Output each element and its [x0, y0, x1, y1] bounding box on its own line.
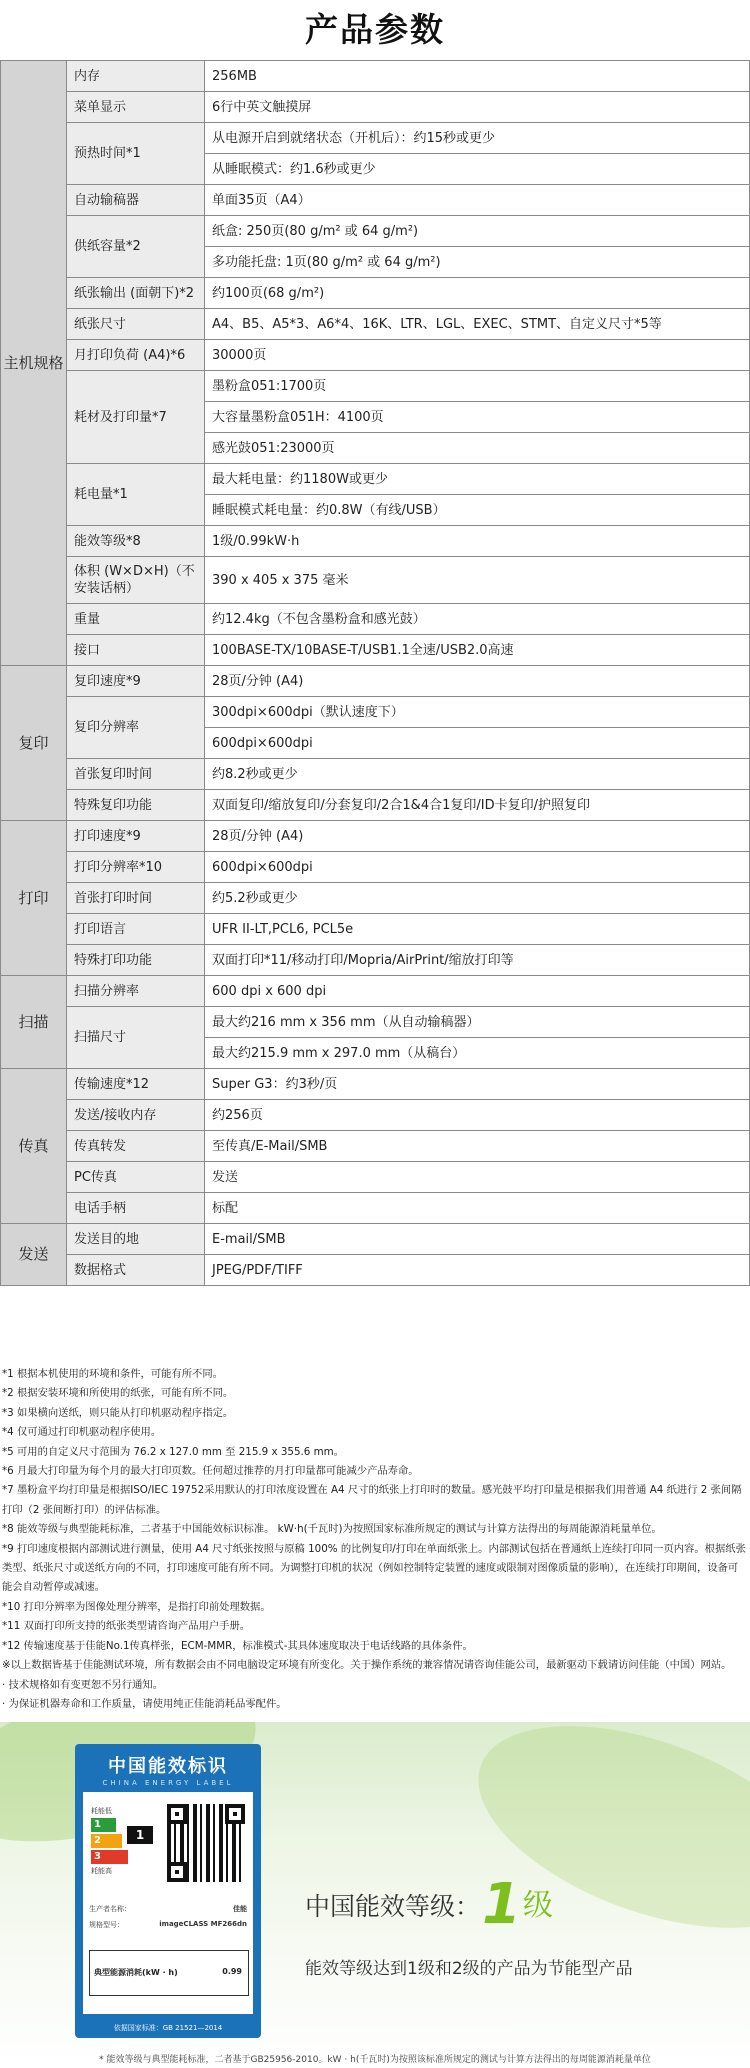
table-row — [1, 526, 750, 557]
spec-value: 最大耗电量：约1180W或更少 — [205, 464, 750, 495]
spec-label: 首张复印时间 — [67, 759, 205, 790]
spec-value: 双面复印/缩放复印/分套复印/2合1&4合1复印/ID卡复印/护照复印 — [205, 790, 750, 821]
grade-bar-1: 1 — [91, 1818, 116, 1832]
spec-value: 6行中英文触摸屏 — [205, 92, 750, 123]
footnote-line: *8 能效等级与典型能耗标准，二者基于中国能效标识标准。 kW·h(千瓦时)为按照国家标准所规定的测试与计算方法得出的每周能源消耗量单位。 — [2, 1523, 662, 1536]
spec-value: UFR II-LT,PCL6, PCL5e — [205, 914, 750, 945]
energy-consumption-label: 典型能源消耗(kW · h) — [94, 1968, 178, 1977]
spec-label: 打印速度*9 — [67, 821, 205, 852]
spec-label: 发送/接收内存 — [67, 1100, 205, 1131]
spec-label: 耗电量*1 — [67, 464, 205, 526]
spec-label: 接口 — [67, 635, 205, 666]
spec-value: 多功能托盘: 1页(80 g/m² 或 64 g/m²) — [205, 247, 750, 278]
spec-label: 菜单显示 — [67, 92, 205, 123]
section-label: 发送 — [1, 1224, 67, 1286]
spec-label: 自动输稿器 — [67, 185, 205, 216]
footnote-line: *7 墨粉盒平均打印量是根据ISO/IEC 19752采用默认的打印浓度设置在 A4 尺寸的纸张上打印时的数量。感光鼓平均打印量是根据我们用普通 A4 纸进行 2 张间隔打印（2 张间断打印）的评估标准。 — [2, 1484, 742, 1516]
spec-value: 最大约216 mm x 356 mm（从自动输稿器） — [205, 1007, 750, 1038]
footnote-line: *6 月最大打印量为每个月的最大打印页数。任何超过推荐的月打印量都可能减少产品寿命。 — [2, 1465, 419, 1478]
table-row — [1, 216, 750, 247]
table-row — [1, 185, 750, 216]
grade-arrow: 1 — [127, 1826, 153, 1844]
spec-label: PC传真 — [67, 1162, 205, 1193]
footnote-line: *4 仅可通过打印机驱动程序使用。 — [2, 1426, 162, 1439]
table-row — [1, 61, 750, 92]
spec-table — [0, 60, 750, 1286]
table-row — [1, 635, 750, 666]
spec-label: 首张打印时间 — [67, 883, 205, 914]
energy-consumption-value: 0.99 — [222, 1967, 242, 1976]
table-row — [1, 340, 750, 371]
spec-value: 从睡眠模式：约1.6秒或更少 — [205, 154, 750, 185]
spec-label: 数据格式 — [67, 1255, 205, 1286]
spec-value: 最大约215.9 mm x 297.0 mm（从稿台） — [205, 1038, 750, 1069]
section-label: 扫描 — [1, 976, 67, 1069]
spec-value: Super G3：约3秒/页 — [205, 1069, 750, 1100]
spec-value: 至传真/E-Mail/SMB — [205, 1131, 750, 1162]
spec-value: 390 x 405 x 375 毫米 — [205, 557, 750, 604]
energy-consumption-box — [89, 1950, 249, 1996]
table-row — [1, 464, 750, 495]
spec-value: 标配 — [205, 1193, 750, 1224]
footnote-line: ※以上数据皆基于佳能测试环境，所有数据会由不同电脑设定环境有所变化。关于操作系统的兼容情况请咨询佳能公司，最新驱动下载请访问佳能（中国）网站。 — [2, 1659, 732, 1672]
table-row — [1, 697, 750, 728]
table-row — [1, 1069, 750, 1100]
spec-value: 睡眠模式耗电量：约0.8W（有线/USB） — [205, 495, 750, 526]
spec-value: 从电源开启到就绪状态（开机后）：约15秒或更少 — [205, 123, 750, 154]
footnote-line: *10 打印分辨率为图像处理分辨率，是指打印前处理数据。 — [2, 1600, 271, 1613]
spec-label: 内存 — [67, 61, 205, 92]
spec-value: 墨粉盒051:1700页 — [205, 371, 750, 402]
table-row — [1, 557, 750, 604]
table-row — [1, 309, 750, 340]
spec-value: E-mail/SMB — [205, 1224, 750, 1255]
spec-value: JPEG/PDF/TIFF — [205, 1255, 750, 1286]
table-row — [1, 1007, 750, 1038]
table-row — [1, 1162, 750, 1193]
table-row — [1, 759, 750, 790]
spec-label: 预热时间*1 — [67, 123, 205, 185]
spec-value: 约8.2秒或更少 — [205, 759, 750, 790]
spec-value: 28页/分钟 (A4) — [205, 666, 750, 697]
spec-label: 能效等级*8 — [67, 526, 205, 557]
spec-value: 30000页 — [205, 340, 750, 371]
footnote-line: *11 双面打印所支持的纸张类型请咨询产品用户手册。 — [2, 1620, 251, 1633]
spec-value: 600 dpi x 600 dpi — [205, 976, 750, 1007]
grade-subline: 能效等级达到1级和2级的产品为节能型产品 — [305, 1959, 633, 1979]
energy-label-title: 中国能效标识 — [108, 1756, 228, 1777]
spec-label: 供纸容量*2 — [67, 216, 205, 278]
producer-line: 生产者名称： 佳能 — [89, 1905, 247, 1913]
banner-footnote: * 能效等级与典型能耗标准，二者基于GB25956-2010。kW · h(千瓦时)为按照该标准所规定的测试与计算方法得出的每周能源消耗量单位 — [99, 2055, 651, 2065]
spec-value: 1级/0.99kW·h — [205, 526, 750, 557]
table-row — [1, 1193, 750, 1224]
spec-label: 纸张输出 (面朝下)*2 — [67, 278, 205, 309]
table-row — [1, 123, 750, 154]
model-line: 规格型号： imageCLASS MF266dn — [89, 1920, 247, 1929]
table-row — [1, 1224, 750, 1255]
table-row — [1, 1100, 750, 1131]
spec-label: 复印速度*9 — [67, 666, 205, 697]
spec-value: 约100页(68 g/m²) — [205, 278, 750, 309]
spec-value: 300dpi×600dpi（默认速度下） — [205, 697, 750, 728]
spec-label: 重量 — [67, 604, 205, 635]
spec-value: 约12.4kg（不包含墨粉盒和感光鼓） — [205, 604, 750, 635]
table-row — [1, 666, 750, 697]
table-row — [1, 278, 750, 309]
spec-value: 约256页 — [205, 1100, 750, 1131]
footnote-line: *3 如果横向送纸，则只能从打印机驱动程序指定。 — [2, 1406, 234, 1419]
spec-value: 100BASE-TX/10BASE-T/USB1.1全速/USB2.0高速 — [205, 635, 750, 666]
table-row — [1, 1131, 750, 1162]
table-row — [1, 883, 750, 914]
footnote-line: *5 可用的自定义尺寸范围为 76.2 x 127.0 mm 至 215.9 x 355.6 mm。 — [2, 1445, 344, 1458]
spec-label: 月打印负荷 (A4)*6 — [67, 340, 205, 371]
spec-value: A4、B5、A5*3、A6*4、16K、LTR、LGL、EXEC、STMT、自定义尺寸*5等 — [205, 309, 750, 340]
energy-banner — [0, 1722, 750, 2068]
qr-code-icon — [167, 1804, 245, 1882]
footnote-line: *2 根据安装环境和所使用的纸张，可能有所不同。 — [2, 1387, 234, 1400]
table-row — [1, 914, 750, 945]
grade-bar-3: 3 — [91, 1850, 128, 1864]
spec-label: 体积 (W×D×H)（不安装话柄） — [67, 557, 205, 604]
page-title: 产品参数 — [305, 10, 445, 49]
spec-value: 256MB — [205, 61, 750, 92]
energy-label-subtitle: CHINA ENERGY LABEL — [102, 1779, 234, 1787]
table-row — [1, 821, 750, 852]
spec-label: 特殊复印功能 — [67, 790, 205, 821]
spec-label: 电话手柄 — [67, 1193, 205, 1224]
section-label: 主机规格 — [1, 61, 67, 666]
footnotes — [2, 1365, 747, 1714]
footnote-line: · 为保证机器寿命和工作质量，请使用纯正佳能消耗品零配件。 — [2, 1697, 287, 1710]
footnote-line: *12 传输速度基于佳能No.1传真样张，ECM-MMR，标准模式-其具体速度取决于电话线路的具体条件。 — [2, 1639, 473, 1652]
table-row — [1, 604, 750, 635]
scale-low-label: 耗能低 — [91, 1807, 112, 1815]
table-row — [1, 790, 750, 821]
label-standard: 依据国家标准：GB 21521—2014 — [113, 2024, 223, 2032]
spec-label: 复印分辨率 — [67, 697, 205, 759]
spec-value: 600dpi×600dpi — [205, 852, 750, 883]
spec-label: 扫描尺寸 — [67, 1007, 205, 1069]
spec-value: 单面35页（A4） — [205, 185, 750, 216]
table-row — [1, 976, 750, 1007]
table-row — [1, 1255, 750, 1286]
spec-label: 扫描分辨率 — [67, 976, 205, 1007]
spec-label: 打印分辨率*10 — [67, 852, 205, 883]
section-label: 打印 — [1, 821, 67, 976]
table-row — [1, 945, 750, 976]
table-row — [1, 92, 750, 123]
spec-value: 感光鼓051:23000页 — [205, 433, 750, 464]
table-row — [1, 371, 750, 402]
spec-value: 28页/分钟 (A4) — [205, 821, 750, 852]
spec-label: 发送目的地 — [67, 1224, 205, 1255]
footnote-line: *1 根据本机使用的环境和条件，可能有所不同。 — [2, 1368, 223, 1380]
scale-high-label: 耗能高 — [91, 1867, 112, 1875]
section-label: 传真 — [1, 1069, 67, 1224]
spec-value: 约5.2秒或更少 — [205, 883, 750, 914]
spec-value: 大容量墨粉盒051H：4100页 — [205, 402, 750, 433]
spec-value: 纸盒: 250页(80 g/m² 或 64 g/m²) — [205, 216, 750, 247]
footnote-line: *9 打印速度根据内部测试进行测量，使用 A4 尺寸纸张按照与原稿 100% 的比例复印/打印在单面纸张上。内部测试包括在普通纸上连续打印同一页内容。根据纸张类型、纸张尺寸或送纸方向的不同，打印速度可能有所不同。为调整打印机的状况（例如控制特定装置的速度或限制对图像质量的影响），在连续打印期间，设备可能会自动暂停或减速。 — [2, 1542, 746, 1594]
spec-label: 打印语言 — [67, 914, 205, 945]
grade-bar-2: 2 — [91, 1834, 122, 1848]
energy-label-card — [75, 1744, 261, 2038]
footnote-line: · 技术规格如有变更恕不另行通知。 — [2, 1678, 163, 1691]
spec-label: 传真转发 — [67, 1131, 205, 1162]
table-row — [1, 852, 750, 883]
section-label: 复印 — [1, 666, 67, 821]
spec-label: 传输速度*12 — [67, 1069, 205, 1100]
spec-label: 耗材及打印量*7 — [67, 371, 205, 464]
grade-headline: 中国能效等级：1级 — [305, 1872, 553, 1937]
spec-value: 发送 — [205, 1162, 750, 1193]
spec-value: 600dpi×600dpi — [205, 728, 750, 759]
spec-label: 特殊打印功能 — [67, 945, 205, 976]
spec-value: 双面打印*11/移动打印/Mopria/AirPrint/缩放打印等 — [205, 945, 750, 976]
spec-label: 纸张尺寸 — [67, 309, 205, 340]
